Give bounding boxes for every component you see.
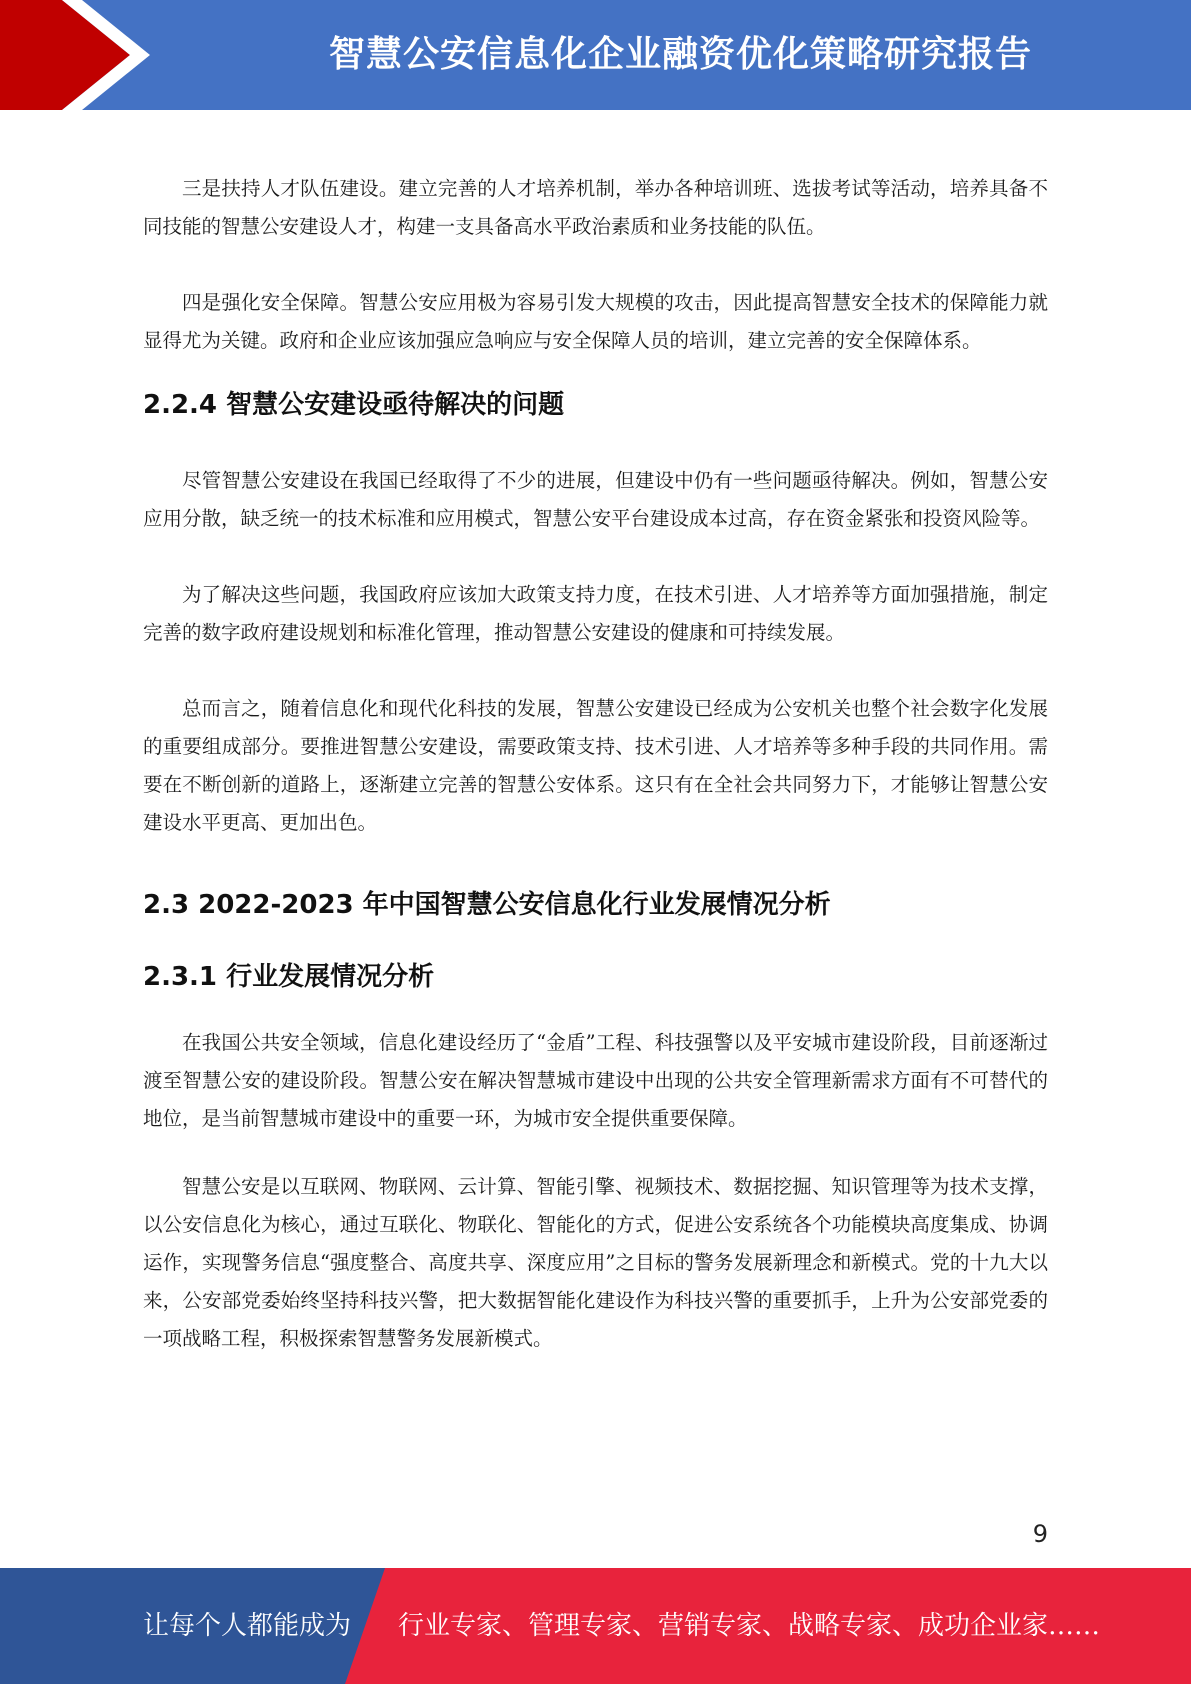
paragraph-public-security: 在我国公共安全领域，信息化建设经历了“金盾”工程、科技强警以及平安城市建设阶段，目前逐渐过渡至智慧公安的建设阶段。智慧公安在解决智慧城市建设中出现的公共安全管理新需求方面有不可替代的地位，是当前智慧城市建设中的重要一环，为城市安全提供重要保障。: [143, 1031, 1048, 1130]
paragraph-summary: 总而言之，随着信息化和现代化科技的发展，智慧公安建设已经成为公安机关也整个社会数字化发展的重要组成部分。要推进智慧公安建设，需要政策支持、技术引进、人才培养等多种手段的共同作用。需要在不断创新的道路上，逐渐建立完善的智慧公安体系。这只有在全社会共同努力下，才能够让智慧公安建设水平更高、更加出色。: [143, 697, 1048, 834]
header-arrow-icon: [0, 0, 160, 110]
section-heading-2-3-1: 2.3.1 行业发展情况分析: [143, 962, 435, 992]
page-content: [143, 170, 1048, 1358]
paragraph-talent: 三是扶持人才队伍建设。建立完善的人才培养机制，举办各种培训班、选拔考试等活动，培养具备不同技能的智慧公安建设人才，构建一支具备高水平政治素质和业务技能的队伍。: [143, 177, 1048, 238]
paragraph-problems: 尽管智慧公安建设在我国已经取得了不少的进展，但建设中仍有一些问题亟待解决。例如，智慧公安应用分散，缺乏统一的技术标准和应用模式，智慧公安平台建设成本过高，存在资金紧张和投资风险等。: [143, 469, 1048, 530]
page-number: 9: [1032, 1520, 1048, 1548]
page-header: [0, 0, 1191, 110]
section-heading-2-3: 2.3 2022-2023 年中国智慧公安信息化行业发展情况分析: [143, 890, 831, 920]
paragraph-security: 四是强化安全保障。智慧公安应用极为容易引发大规模的攻击，因此提高智慧安全技术的保障能力就显得尤为关键。政府和企业应该加强应急响应与安全保障人员的培训，建立完善的安全保障体系。: [143, 291, 1048, 352]
paragraph-smart-police: 智慧公安是以互联网、物联网、云计算、智能引擎、视频技术、数据挖掘、知识管理等为技术支撑，以公安信息化为核心，通过互联化、物联化、智能化的方式，促进公安系统各个功能模块高度集成、协调运作，实现警务信息“强度整合、高度共享、深度应用”之目标的警务发展新理念和新模式。党的十九大以来，公安部党委始终坚持科技兴警，把大数据智能化建设作为科技兴警的重要抓手，上升为公安部党委的一项战略工程，积极探索智慧警务发展新模式。: [143, 1175, 1048, 1350]
page-footer: [0, 1568, 1191, 1684]
section-heading-2-2-4: 2.2.4 智慧公安建设亟待解决的问题: [143, 390, 565, 420]
paragraph-solutions: 为了解决这些问题，我国政府应该加大政策支持力度，在技术引进、人才培养等方面加强措施，制定完善的数字政府建设规划和标准化管理，推动智慧公安建设的健康和可持续发展。: [143, 583, 1048, 644]
footer-slogan-right: 行业专家、管理专家、营销专家、战略专家、成功企业家……: [398, 1611, 1101, 1641]
report-title: 智慧公安信息化企业融资优化策略研究报告: [328, 34, 1032, 75]
footer-slogan-left: 让每个人都能成为: [143, 1611, 352, 1641]
